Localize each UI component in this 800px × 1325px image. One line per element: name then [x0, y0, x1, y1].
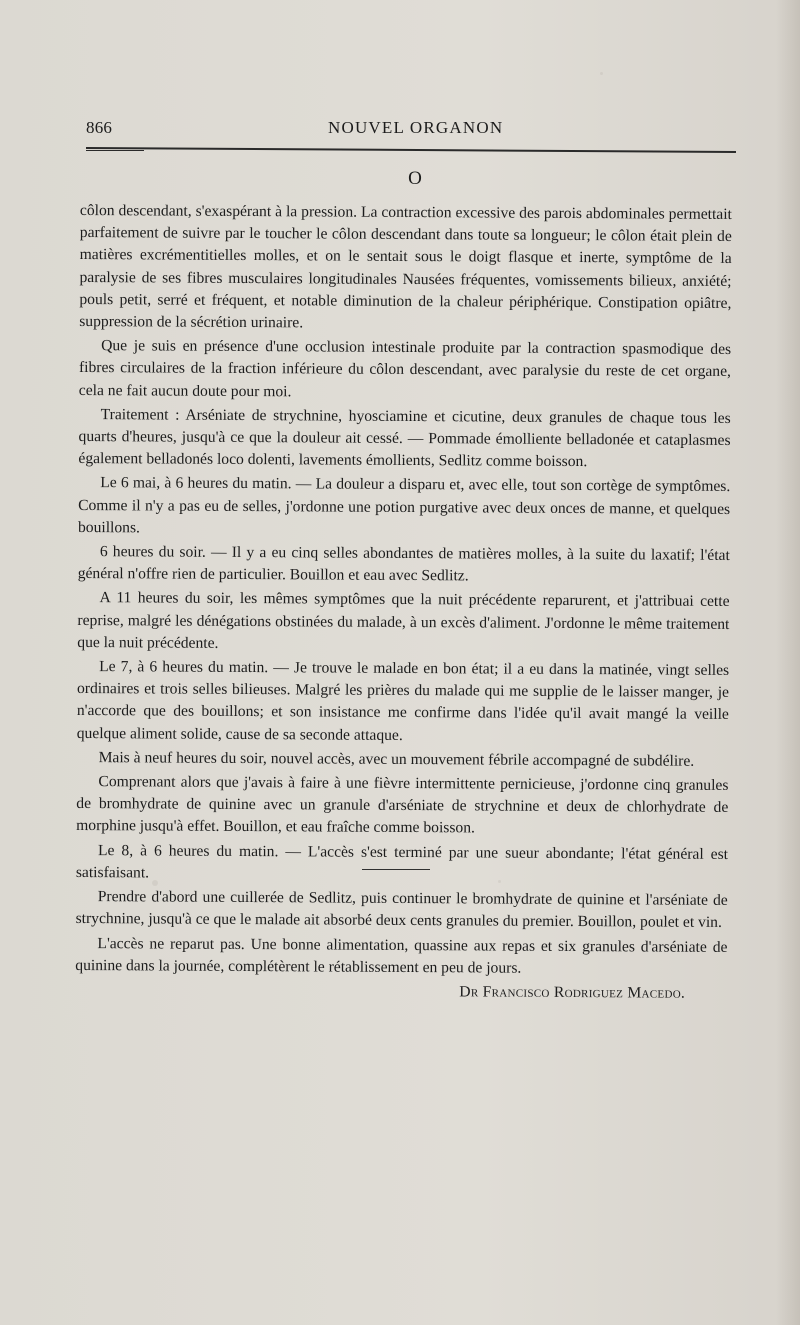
running-title: NOUVEL ORGANON — [328, 118, 504, 137]
page-header — [86, 116, 736, 140]
section-letter: O — [408, 168, 422, 189]
paragraph: Le 7, à 6 heures du matin. — Je trouve le malade en bon état; il a eu dans la matinée, vingt selles ordinaires et trois selles bilieuses. Malgré les prières du malade qui me supplie de le laisser manger, je n'accorde que des bouillons; et son insistance me confirme dans l'idée qu'il avait mangé la veille quelque aliment solide, cause de sa seconde attaque. — [76, 658, 730, 744]
paragraph: Le 8, à 6 heures du matin. — L'accès s'est terminé par une sueur abondante; l'état général est satisfaisant. — [75, 841, 729, 882]
paragraph: Traitement : Arséniate de strychnine, hyosciamine et cicutine, deux granules de chaque tous les quarts d'heures, jusqu'à ce que la douleur ait cessé. — Pommade émolliente belladonée et cataplasmes également belladonés loco dolenti, lavements émollients, Sedlitz comme boisson. — [78, 405, 731, 471]
paragraph: A 11 heures du soir, les mêmes symptômes que la nuit précédente reparurent, et j'attribuai cette reprise, malgré les dénégations obstinées du malade, à un excès d'aliment. J'ordonne le même traitement que la nuit précédente. — [77, 589, 730, 652]
paragraph: Mais à neuf heures du soir, nouvel accès, avec un mouvement fébrile accompagné de subdélire. — [98, 748, 695, 770]
paragraph: L'accès ne reparut pas. Une bonne alimentation, quassine aux repas et six granules d'arséniate de quinine dans la journée, complétèrent le rétablissement en peu de jours. — [75, 934, 728, 977]
end-rule — [362, 869, 430, 870]
paper-stain — [152, 880, 158, 886]
paper-stain — [600, 72, 603, 75]
page-edge-shadow — [776, 0, 800, 1325]
paragraph: côlon descendant, s'exaspérant à la pression. La contraction excessive des parois abdominales permettait parfaitement de suivre par le toucher le côlon descendant dans toute sa longueur; le côlon était plein de matières excrémentitielles molles, et on le sentait sous le doigt flasque et inerte, symptôme de la paralysie de ses fibres musculaires longitudinales Nausées fréquentes, vomissements bilieux, anxiété; pouls petit, serré et fréquent, et notable diminution de la chaleur périphérique. Constipation opiâtre, suppression de la sécrétion urinaire. — [79, 201, 732, 332]
paper-stain — [498, 880, 501, 883]
paragraph: 6 heures du soir. — Il y a eu cinq selles abondantes de matières molles, à la suite du laxatif; l'état général n'offre rien de particulier. Bouillon et eau avec Sedlitz. — [77, 543, 730, 585]
header-rule — [86, 147, 736, 153]
paragraph: Le 6 mai, à 6 heures du matin. — La douleur a disparu et, avec elle, tout son cortège de symptômes. Comme il n'y a pas eu de selles, j'ordonne une potion purgative avec deux onces de manne, et quelques bouillons. — [77, 474, 731, 537]
paragraph: Comprenant alors que j'avais à faire à une fièvre intermittente pernicieuse, j'ordonne cinq granules de bromhydrate de quinine avec un granule d'arséniate de strychnine et deux de chlorhydrate de morphine jusqu'à effet. Bouillon, et eau fraîche comme boisson. — [76, 773, 729, 837]
article-body — [75, 200, 732, 1007]
paragraph: Prendre d'abord une cuillerée de Sedlitz, puis continuer le bromhydrate de quinine et l'arséniate de strychnine, jusqu'à ce que le malade ait absorbé deux cents granules du premier. Bouillon, poulet et vin. — [75, 888, 728, 932]
author-signature: Dr Francisco Rodriguez Macedo. — [459, 983, 686, 1002]
page-number: 866 — [86, 118, 113, 137]
header-rule-underline — [86, 150, 144, 151]
paragraph: Que je suis en présence d'une occlusion intestinale produite par la contraction spasmodique des fibres circulaires de la fraction inférieure du côlon descendant, avec paralysie du reste de cet organe, cela ne fait aucun doute pour moi. — [78, 337, 732, 400]
